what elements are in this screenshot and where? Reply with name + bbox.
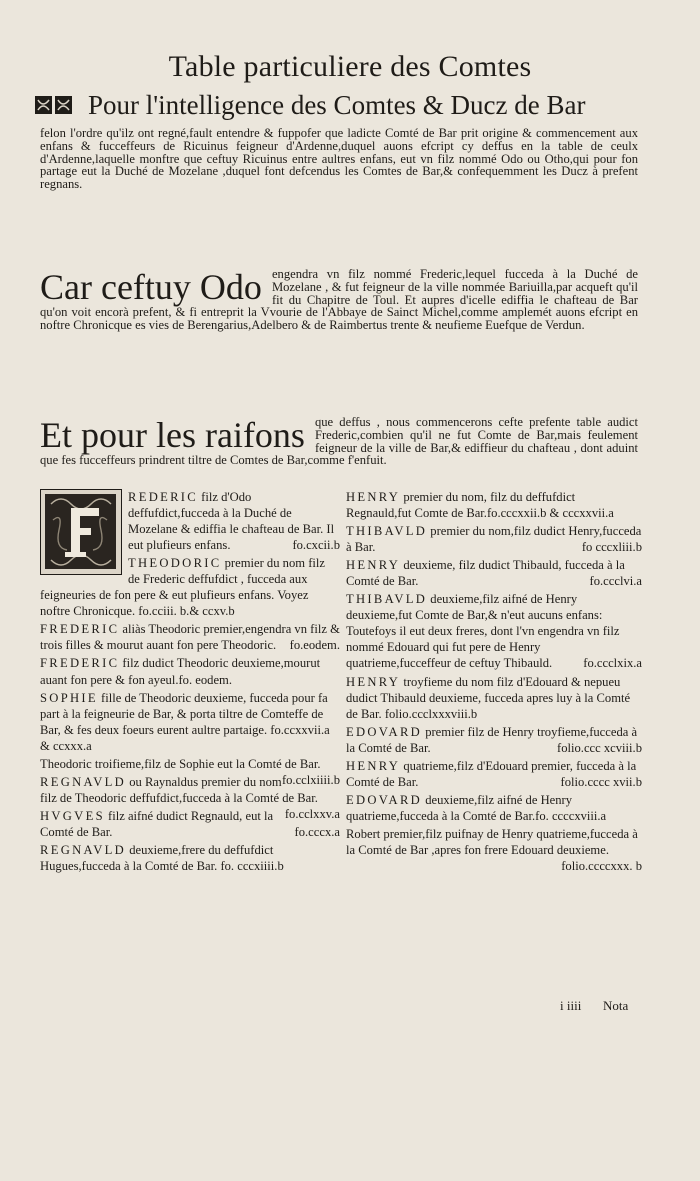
list-item: THIBAVLD premier du nom,filz dudict Henry,fucceda à Bar. fo cccxliii.b (346, 524, 642, 555)
intro-paragraph: felon l'ordre qu'ilz ont regné,fault entendre & fuppofer que ladicte Comté de Bar prit origine & commencement aux enfans & fucceffeurs de Ricuinus feigneur d'Ardenne,duquel auons efcript cy deffus en la table de ceulx d'Ardenne,laquelle monftre que ceftuy Ricuinus entre aultres enfans, eut vn filz nommé Odo ou Otho,qui pour fon partage eut la Duché de Mozelane ,duquel font defcendus les Comtes de Bar,& confequemment les Ducz à prefent regnans. (40, 126, 638, 192)
odo-text: engendra vn filz nommé Frederic,lequel fucceda à la Duché de Mozelane , & fut feigneur de la ville nommée Bariuilla,par acqueft qu'il fit du Chapitre de Toul. Et aupres d'icelle ediffia le chafteau de Bar qu'on voit encorà prefent, & fi entreprit la Vvourie de l'Abbaye de Sainct Michel,comme amplemét auons efcript en noftre Chronicque es vies de Berengarius,Adelbero & de Raimbertus trente & neufieme Euefque de Verdun. (40, 267, 638, 333)
section-heading (34, 90, 670, 121)
ornament-icon (34, 94, 74, 116)
raisons-text: que deffus , nous commencerons cefte prefente table audict Frederic,combien qu'il ne fut Comte de Bar,mais feulement feigneur de la ville de Bar,& ediffieur du chafteau , dont aduint que fes fucceffeurs prindrent tiltre de Comtes de Bar,comme f'enfuit. (40, 415, 638, 468)
catchword: Nota (603, 998, 629, 1013)
odo-lead: Car ceftuy Odo (40, 267, 262, 307)
list-item: HVGVES filz aifné dudict Regnauld, eut la Comté de Bar. fo.cccx.a (40, 808, 340, 839)
list-item: FREDERIC aliàs Theodoric premier,engendra vn filz & trois filles & mourut auant fon pere Theodoric. fo.eodem. (40, 622, 340, 653)
list-item: REGNAVLD deuxieme,frere du deffufdict Hugues,fucceda à la Comté de Bar. fo. cccxiiii.b (40, 842, 284, 874)
list-item: THIBAVLD deuxieme,filz aifné de Henry deuxieme,fut Comte de Bar,& n'eut aucuns enfans: Toutefoys il eut deux freres, dont l'vn engendra vn filz nommé Edouard qui fut pere de Henry quatrieme,fucceffeur de ceftuy Thibauld. fo.ccclxix.a (346, 592, 642, 671)
list-item: Robert premier,filz puifnay de Henry quatrieme,fucceda à la Comté de Bar ,apres fon frere Edouard deuxieme. folio.ccccxxx. b (346, 826, 642, 874)
page-title: Table particuliere des Comtes (168, 50, 532, 83)
list-item: THEODORIC premier du nom filz de Frederic deffufdict , fucceda aux feigneuries de fon pere & eut plufieurs enfans. Voyez noftre Chronicque. fo.cciii. b.& ccxv.b (40, 556, 325, 619)
decorated-initial-f (40, 489, 122, 575)
list-item: REDERIC filz d'Odo deffufdict,fucceda à la Duché de Mozelane & ediffia le chafteau de Bar. Il eut plufieurs enfans. fo.cxcii.b (128, 490, 340, 553)
raisons-lead: Et pour les raifons (40, 415, 305, 455)
odo-paragraph (40, 268, 638, 332)
list-item: FREDERIC filz dudict Theodoric deuxieme,mourut auant fon pere & fon ayeul.fo. eodem. (40, 656, 321, 687)
raisons-paragraph (40, 416, 638, 467)
section-heading-text: Pour l'intelligence des Comtes & Ducz de Bar (88, 90, 586, 120)
signature-mark: i iiii (560, 998, 582, 1013)
list-item: SOPHIE fille de Theodoric deuxieme, fucceda pour fa part à la feigneurie de Bar, & porta tiltre de Comteffe de Bar, & fes deux foeurs eurent aultre partaige. fo.ccxxvii.a & ccxxx.a (40, 690, 330, 753)
list-item: HENRY deuxieme, filz dudict Thibauld, fucceda à la Comté de Bar. fo.ccclvi.a (346, 558, 642, 589)
list-item: REGNAVLD ou Raynaldus premier du nom filz de Theodoric deffufdict,fucceda à la Comté de Bar. fo.cclxxv.a (40, 774, 340, 821)
list-item: EDOVARD premier filz de Henry troyfieme,fucceda à la Comté de Bar. folio.ccc xcviii.b (346, 724, 642, 755)
right-column (346, 489, 642, 874)
list-item: HENRY premier du nom, filz du deffufdict Regnauld,fut Comte de Bar.fo.cccxxii.b & cccxxvii.a (346, 490, 614, 521)
list-item: HENRY troyfieme du nom filz d'Edouard & nepueu dudict Thibauld deuxieme, fucceda apres luy à la Comté de Bar. folio.ccclxxxviii.b (346, 674, 631, 721)
list-item: HENRY quatrieme,filz d'Edouard premier, fucceda à la Comté de Bar. folio.cccc xvii.b (346, 758, 642, 789)
left-column (40, 489, 340, 876)
list-item: Theodoric troifieme,filz de Sophie eut la Comté de Bar. fo.cclxiiii.b (40, 756, 340, 787)
list-item: EDOVARD deuxieme,filz aifné de Henry quatrieme,fucceda à la Comté de Bar.fo. ccccxviii.a (346, 792, 607, 823)
